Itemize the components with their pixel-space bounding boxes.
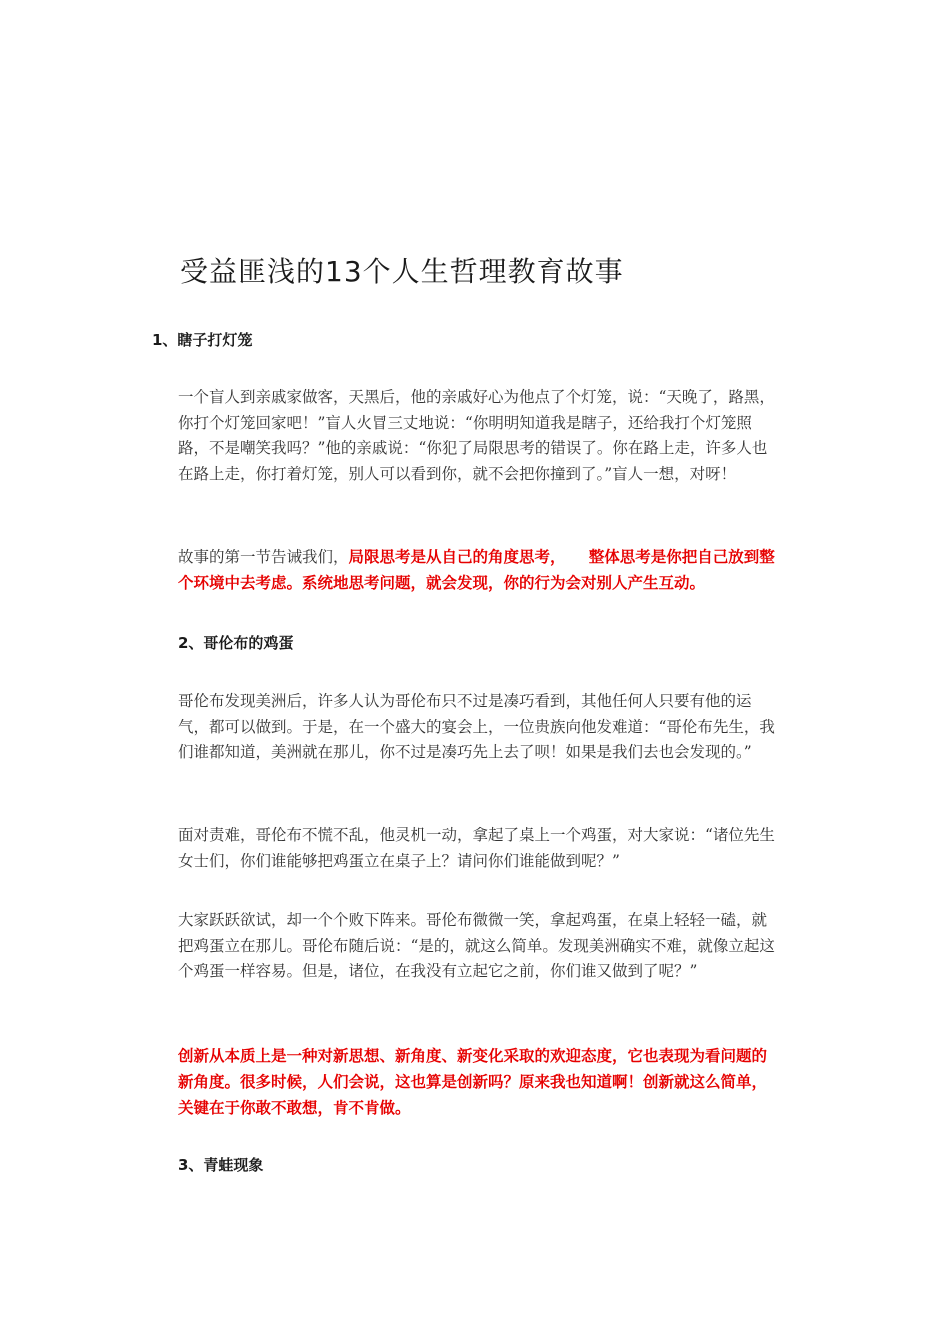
section-1-story: 一个盲人到亲戚家做客，天黑后，他的亲戚好心为他点了个灯笼，说：“天晚了，路黑，你打个灯笼回家吧！”盲人火冒三丈地说：“你明明知道我是瞎子，还给我打个灯笼照路，不是嘲笑我吗？”他的亲戚说：“你犯了局限思考的错误了。你在路上走，许多人也在路上走，你打着灯笼，别人可以看到你，就不会把你撞到了。”盲人一想，对呀！: [178, 388, 775, 483]
section-2-story-paragraph-3: 大家跃跃欲试，却一个个败下阵来。哥伦布微微一笑，拿起鸡蛋，在桌上轻轻一磕，就把鸡蛋立在那儿。哥伦布随后说：“是的，就这么简单。发现美洲确实不难，就像立起这个鸡蛋一样容易。但是，诸位，在我没有立起它之前，你们谁又做到了呢？”: [178, 911, 775, 980]
section-2-story-paragraph-2: 面对责难，哥伦布不慌不乱，他灵机一动，拿起了桌上一个鸡蛋，对大家说：“诸位先生女士们，你们谁能够把鸡蛋立在桌子上？请问你们谁能做到呢？”: [178, 826, 775, 870]
section-1-lesson-prefix: 故事的第一节告诫我们，: [178, 548, 349, 566]
section-2-story-paragraph-1: 哥伦布发现美洲后，许多人认为哥伦布只不过是凑巧看到，其他任何人只要有他的运气，都可以做到。于是，在一个盛大的宴会上，一位贵族向他发难道：“哥伦布先生，我们谁都知道，美洲就在那儿，你不过是凑巧先上去了呗！如果是我们去也会发现的。”: [178, 692, 775, 761]
section-2-heading: 2、哥伦布的鸡蛋: [178, 634, 294, 652]
section-1-lesson: [178, 545, 778, 596]
document-title: 受益匪浅的13个人生哲理教育故事: [180, 255, 624, 288]
section-3-heading: 3、青蛙现象: [178, 1156, 264, 1174]
section-1-lesson-highlight: 局限思考是从自己的角度思考， 整体思考是你把自己放到整个环境中去考虑。系统地思考问题，就会发现，你的行为会对别人产生互动。: [178, 548, 775, 592]
section-2-lesson: 创新从本质上是一种对新思想、新角度、新变化采取的欢迎态度，它也表现为看问题的新角度。很多时候，人们会说，这也算是创新吗？原来我也知道啊！创新就这么简单，关键在于你敢不敢想，肯不肯做。: [178, 1047, 768, 1117]
section-1-heading: 1、瞎子打灯笼: [152, 331, 253, 349]
